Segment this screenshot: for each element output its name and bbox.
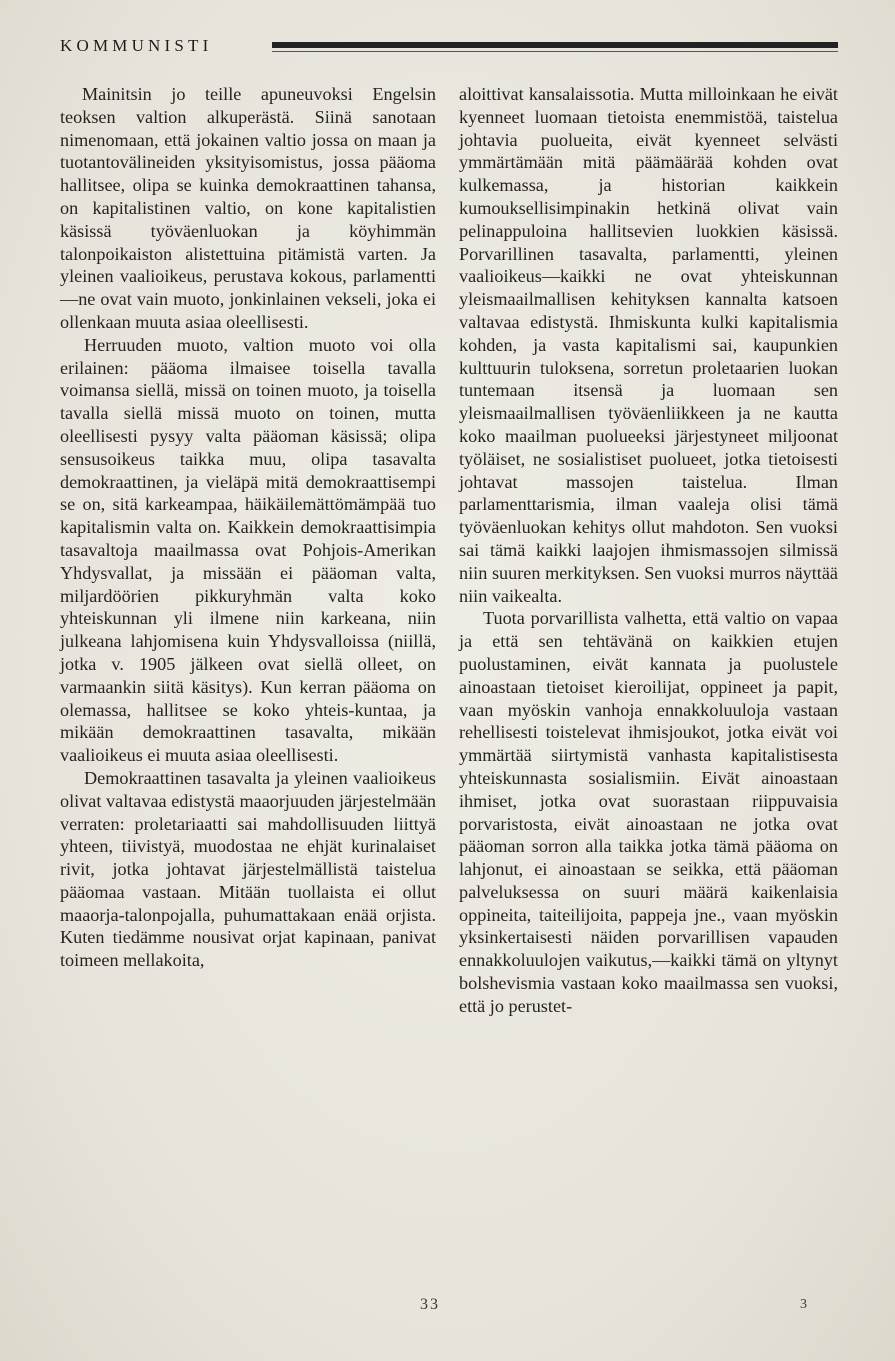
page-header [60, 34, 838, 58]
paragraph: Herruuden muoto, valtion muoto voi olla erilainen: pääoma ilmaisee toisella tavalla voimansa siellä, missä on toinen muoto, ja toisella tavalla siellä missä muoto on toinen, mutta oleellisesti pysyy valta pääoman käsissä; olipa sensusoikeus taikka muu, olipa tasavalta demokraattinen, ja vieläpä mitä demokraattisempi se on, sitä karkeampaa, häikäilemättömämpää tuo kapitalismin valta on. Kaikkein demokraattisimpia tasavaltoja maailmassa ovat Pohjois-Amerikan Yhdysvallat, ja missään ei pääoman valta, miljardöörien pikkuryhmän valta koko yhteiskunnan yli ilmene niin karkeana, niin julkeana lahjomisena kuin Yhdysvalloissa (niillä, jotka v. 1905 jälkeen ovat siellä olleet, on varmaankin siitä käsitys). Kun kerran pääoma on olemassa, hallitsee se koko yhteis-kuntaa, ja mikään demokraattinen tasavalta, mikään vaalioikeus ei muuta asiaa oleellisesti. [60, 334, 436, 766]
header-rule-thin [272, 51, 838, 52]
paragraph: Tuota porvarillista valhetta, että valtio on vapaa ja että sen tehtävänä on kaikkien etujen puolustaminen, eivät kannata ja puolustele ainoastaan tietoiset kieroilijat, oppineet ja papit, vaan myöskin vanhoja ennakkoluuloja vastaan rehellisesti toistelevat ihmisjoukot, jotka eivät voi ymmärtää siirtymistä vanhasta kapitalistisesta yhteiskunnasta sosialismiin. Eivät ainoastaan ihmiset, jotka ovat suorastaan riippuvaisia porvaristosta, eivät ainoastaan ne jotka ovat pääoman sorron alla taikka jotka tämä pääoma on lahjonut, ei ainoastaan se seikka, että pääoman palveluksessa on suuri määrä kaikenlaisia oppineita, taiteilijoita, pappeja jne., vaan myöskin yksinkertaisesti näiden porvarillisen vapauden ennakkoluulojen vaikutus,—kaikki tämä on yltynyt bolshevismia vastaan koko maailmassa sen vuoksi, että jo perustet- [459, 608, 838, 1016]
paragraph: aloittivat kansalaissotia. Mutta milloinkaan he eivät kyenneet luomaan tietoista enemmistöä, taistelua johtavia puolueita, eivät kyenneet selvästi ymmärtämään mitä päämäärää kohden ovat kulkemassa, ja historian kaikkein kumouksellisimpinakin hetkinä olivat vain pelinappuloina hallitsevien luokkien käsissä. Porvarillinen tasavalta, parlamentti, yleinen vaalioikeus—kaikki ne ovat yhteiskunnan yleismaailmallisen kehityksen kannalta katsoen valtavaa edistystä. Ihmiskunta kulki kapitalismia kohden, ja vasta kapitalismi sai, kaupunkien kulttuurin tuloksena, sorretun proletaarien luokan tuntemaan itsensä ja luomaan sen yleismaailmallisen työväenliikkeen ja ne kautta koko maailman puolueeksi järjestyneet miljoonat työläiset, ne sosialistiset puolueet, jotka tietoisesti johtavat massojen taistelua. Ilman parlamenttarismia, ilman vaaleja olisi tämä työväenluokan kehitys ollut mahdoton. Sen vuoksi sai tämä kaikki laajojen ihmismassojen silmissä niin suuren merkityksen. Sen vuoksi murros näyttää niin vaikealta. [459, 84, 838, 606]
left-column [60, 83, 436, 972]
page-number: 33 [420, 1296, 440, 1313]
paragraph: Demokraattinen tasavalta ja yleinen vaalioikeus olivat valtavaa edistystä maaorjuuden järjestelmään verraten: proletariaatti sai mahdollisuuden liittyä yhteen, tiivistyä, muodostaa ne ehjät kurinalaiset rivit, jotka johtavat järjestelmällistä taistelua pääomaa vastaan. Mitään tuollaista ei ollut maaorja-talonpojalla, puhumattakaan enää orjista. Kuten tiedämme nousivat orjat kapinaan, panivat toimeen mellakoita, [60, 767, 436, 971]
paragraph: Mainitsin jo teille apuneuvoksi Engelsin teoksen valtion alkuperästä. Siinä sanotaan nimenomaan, että jokainen valtio jossa on maan ja tuotantovälineiden yksityisomistus, jossa pääoma hallitsee, olipa se kuinka demokraattinen tahansa, on kapitalistinen valtio, on kone kapitalistien käsissä työväenluokan ja köyhimmän talonpoikaiston alistettuina pitämistä varten. Ja yleinen vaalioikeus, perustava kokous, parlamentti—ne ovat vain muoto, jonkinlainen vekseli, joka ei ollenkaan muuta asiaa oleellisesti. [60, 84, 436, 332]
running-title: KOMMUNISTI [60, 36, 213, 55]
right-column [459, 83, 838, 1018]
signature-mark: 3 [800, 1297, 807, 1312]
header-rule [272, 42, 838, 48]
